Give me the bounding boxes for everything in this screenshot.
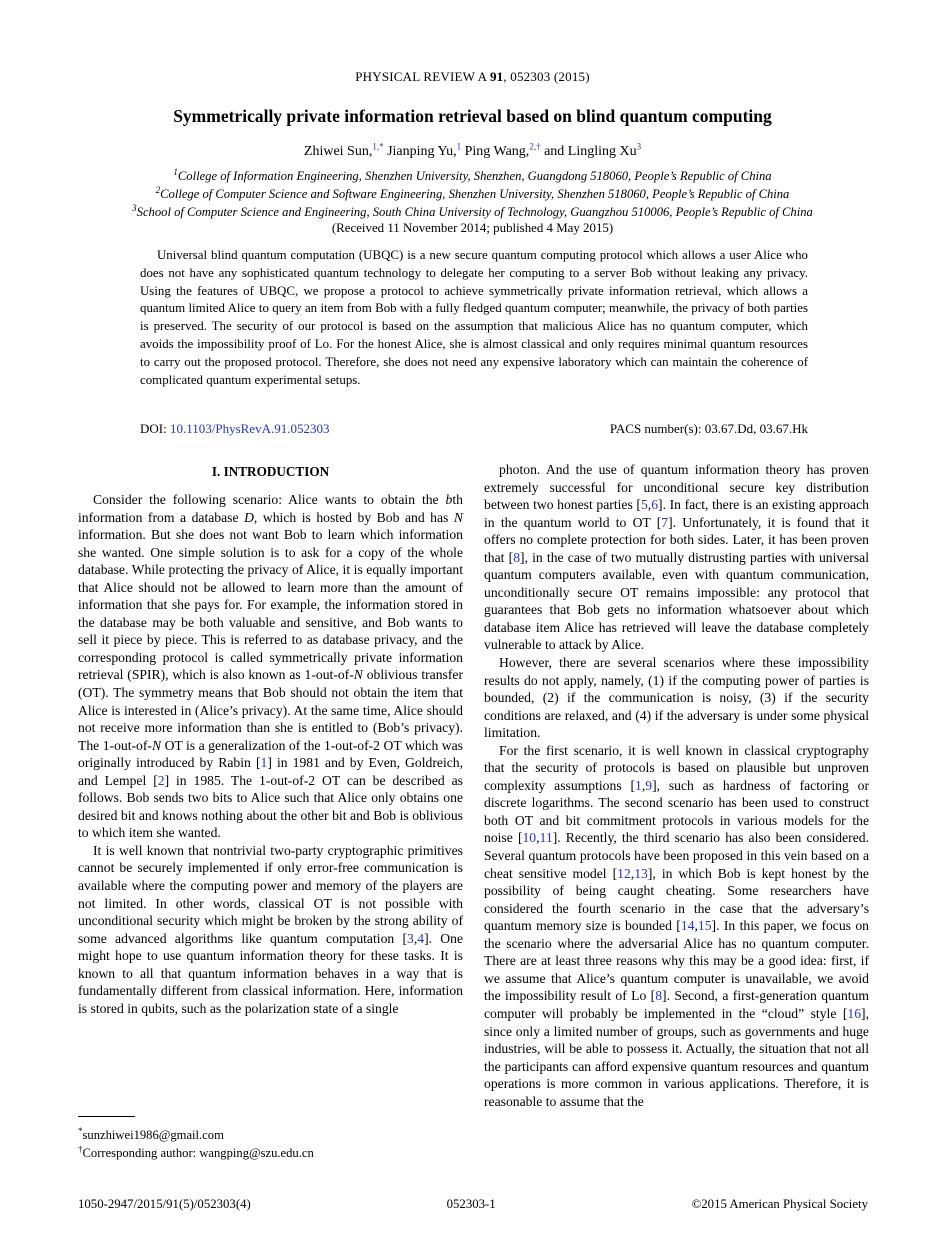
doi-label: DOI: <box>140 421 170 436</box>
footer-copyright: ©2015 American Physical Society <box>691 1197 868 1211</box>
doi-link[interactable]: 10.1103/PhysRevA.91.052303 <box>169 421 330 436</box>
citation-link[interactable]: 8 <box>513 549 521 565</box>
citation-link[interactable]: 11 <box>539 830 553 846</box>
paragraph: Consider the following scenario: Alice wants to obtain the bth information from a database D, which is hosted by Bob and has N information. But she does not want Bob to learn which information she wanted. One simple solution is to ask for a copy of the whole database. While protecting the privacy of Alice, it is equally important that Alice should not be allowed to learn more than the amount of information that she pays for. For example, the information stored in the database may be both valuable and sensitive, and Bob wants to sell it piece by piece. This is referred to as database privacy, and the corresponding protocol is called symmetrically private information retrieval (SPIR), which is also known as 1-out-of-N oblivious transfer (OT). The symmetry means that Bob should not obtain the item that Alice is interested in (Alice’s privacy). At the same time, Alice should not receive more information than she is entitled to (Bob’s privacy). The 1-out-of-N OT is a generalization of the 1-out-of-2 OT which was originally introduced by Rabin [1] in 1981 and by Even, Goldreich, and Lempel [2] in 1985. The 1-out-of-2 OT can be described as follows. Bob sends two bits to Alice such that Alice only obtains one desired bit and knows nothing about the other bit and Bob is oblivious to which item she wanted. <box>78 492 464 841</box>
affiliations-block <box>0 167 945 221</box>
citation-link[interactable]: 8 <box>655 988 663 1004</box>
footer-page-number: 052303-1 <box>446 1197 496 1211</box>
footnote-corresponding-author <box>78 1144 463 1162</box>
citation-link[interactable]: 5 <box>640 497 648 513</box>
citation-link[interactable]: 12 <box>617 865 631 881</box>
doi-line <box>140 421 329 437</box>
citation-link[interactable]: 10 <box>522 830 537 846</box>
paper-title: Symmetrically private information retrieval based on blind quantum computing <box>173 106 772 126</box>
citation-link[interactable]: 14 <box>680 918 695 934</box>
section-heading-introduction: I. INTRODUCTION <box>211 464 330 479</box>
affiliation-sup: 3 <box>132 202 137 213</box>
citation-link[interactable]: 7 <box>661 514 669 530</box>
abstract-text: Universal blind quantum computation (UBQC) is a new secure quantum computing protocol which allows a user Alice who does not have any sophisticated quantum technology to delegate her computing to a server Bob without leaking any privacy. Using the features of UBQC, we propose a protocol to achieve symmetrically private information retrieval, which allows a quantum limited Alice to query an item from Bob with a fully fledged quantum computer; meanwhile, the privacy of both parties is preserved. The security of our protocol is based on the assumption that malicious Alice has no quantum computer, which avoids the impossibility proof of Lo. For the honest Alice, she is almost classical and only requires minimal quantum resources to carry out the proposed protocol. Therefore, she does not need any expensive laboratory which can maintain the coherence of complicated quantum experimental setups. <box>140 248 808 387</box>
page-footer <box>78 1197 868 1212</box>
citation-link[interactable]: 4 <box>417 930 425 946</box>
paragraph: It is well known that nontrivial two-party cryptographic primitives cannot be securely implemented if only error-free communication is available where the computing power and memory of the players are not limited. In other words, classical OT is not possible with unconditional security which might be broken by the strong ability of some advanced algorithms like quantum computation [3,4]. One might hope to use quantum information theory for these tasks. It is known to all that quantum information behaves in a way that is fundamentally different from classical information. Here, information is stored in qubits, such as the polarization state of a single <box>78 842 463 1016</box>
author-footnote-link[interactable]: 1 <box>456 141 462 152</box>
pacs-numbers: PACS number(s): 03.67.Dd, 03.67.Hk <box>609 421 808 436</box>
right-column <box>484 461 869 1110</box>
citation-link[interactable]: 1 <box>635 777 642 793</box>
author-footnote-link[interactable]: 2,† <box>529 141 541 152</box>
author-footnote-link[interactable]: 1,* <box>372 141 384 152</box>
footnote-email <box>78 1126 463 1144</box>
paragraph: For the first scenario, it is well known in classical cryptography that the security of protocols is based on plausible but unproven complexity assumptions [1,9], such as hardness of factoring or discrete logarithms. The second scenario has been used to construct both OT and bit commitment protocols in various models for the noise [10,11]. Recently, the third scenario has also been considered. Several quantum protocols have been proposed in this vein based on a cheat sensitive model [12,13], in which Bob is kept honest by the possibility of being caught cheating. Some researchers have considered the fourth scenario in the case that the adversary’s quantum memory size is bounded [14,15]. In this paper, we focus on the scenario where the adversarial Alice has no quantum computer. There are at least three reasons why this may be a good idea: first, if we assume that Alice’s quantum computer is unavailable, we avoid the impossibility result of Lo [8]. Second, a first-generation quantum computer will probably be implemented in the “cloud” style [16], since only a limited number of groups, such as governments and huge industries, will be able to possess it. Actually, the situation that not all the participants can afford expensive quantum resources and quantum operations is more common in various applications. Therefore, it is reasonable to assume that the <box>484 742 869 1109</box>
footnote-marker: * <box>78 1125 83 1136</box>
citation-link[interactable]: 9 <box>645 777 653 793</box>
citation-link[interactable]: 13 <box>634 865 648 881</box>
left-column <box>78 461 463 1017</box>
citation-link[interactable]: 1 <box>260 755 268 771</box>
footnote-marker: † <box>78 1143 83 1154</box>
citation-link[interactable]: 3 <box>407 930 414 946</box>
author-footnote-link[interactable]: 3 <box>636 141 642 152</box>
citation-link[interactable]: 2 <box>157 772 165 788</box>
paragraph: However, there are several scenarios where these impossibility results do not apply, namely, (1) if the computing power of parties is bounded, (2) if the communication is noisy, (3) if the security conditions are relaxed, and (4) if the adversary is under some physical limitation. <box>484 655 869 741</box>
authors-line: Zhiwei Sun,$^{1,*}$ Jianping Yu,$^1$ Ping Wang,$^{2,\dagger}$ and Lingling Xu$^3$ <box>303 141 642 159</box>
journal-header: PHYSICAL REVIEW A 91, 052303 (2015) <box>355 69 590 84</box>
affiliation: $^1$College of Information Engineering, Shenzhen University, Shenzhen, Guangdong 518060, People’s Republic of China <box>173 166 772 183</box>
affiliation-sup: 2 <box>155 184 161 195</box>
received-line: (Received 11 November 2014; published 4 May 2015) <box>331 221 614 235</box>
footnote-text: sunzhiwei1986@gmail.com <box>82 1128 224 1142</box>
paragraph: photon. And the use of quantum information theory has proven extremely successful for unconditional secure key distribution between two honest parties [5,6]. In fact, there is an existing approach in the quantum world to OT [7]. Unfortunately, it is found that it offers no complete protection for both sides. Later, it has been proven that [8], in the case of two mutually distrusting parties with universal quantum computers available, even with quantum communication, unconditionally secure OT remains impossible: any protocol that guarantees that Bob gets no information whatsoever about which database item Alice has retrieved will leave the database completely vulnerable to attack by Alice. <box>484 462 869 653</box>
affiliation: $^3$School of Computer Science and Engineering, South China University of Technology, Guangzhou 510006, People’s Republic of China <box>132 202 813 219</box>
footnotes-block <box>78 1116 463 1162</box>
footnote-separator <box>78 1116 135 1117</box>
affiliation: $^2$College of Computer Science and Software Engineering, Shenzhen University, Shenzhen 518060, People’s Republic of China <box>155 184 790 201</box>
footer-issn-code: 1050-2947/2015/91(5)/052303(4) <box>78 1197 251 1211</box>
citation-link[interactable]: 16 <box>847 1005 862 1021</box>
doi-pacs-row <box>140 421 808 437</box>
citation-link[interactable]: 6 <box>651 497 659 513</box>
affiliation-sup: 1 <box>173 166 178 177</box>
citation-link[interactable]: 15 <box>697 918 712 934</box>
footnote-text: Corresponding author: wangping@szu.edu.cn <box>82 1146 314 1160</box>
